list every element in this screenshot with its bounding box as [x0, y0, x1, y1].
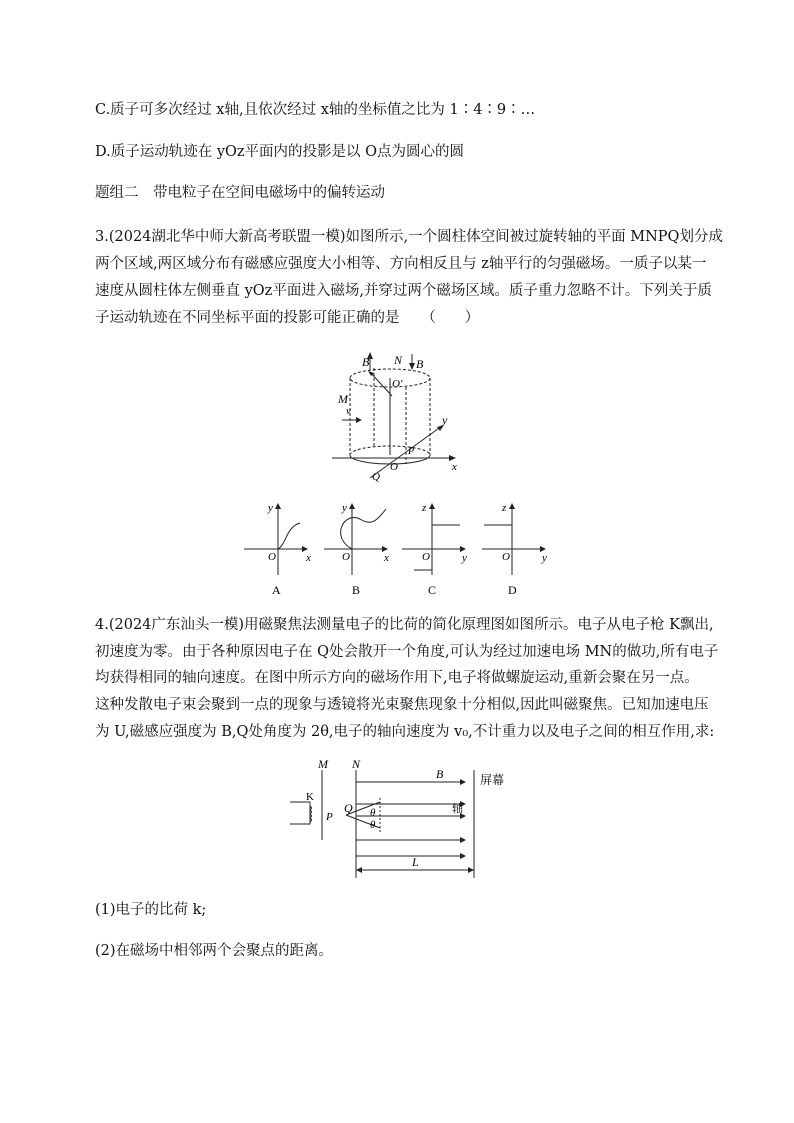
magnetic-focus-diagram — [284, 758, 514, 883]
q4-line-1: 4.(2024广东汕头一模)用磁聚焦法测量电子的比荷的简化原理图如图所示。电子从电子枪 K飘出, — [95, 617, 714, 633]
q4-sub-1: (1)电子的比荷 k; — [95, 902, 207, 918]
graph-d-horizontal: y — [542, 552, 547, 564]
q4-line-4: 这种发散电子束会聚到一点的现象与透镜将光束聚焦现象十分相似,因此叫磁聚焦。已知加速电压 — [95, 697, 709, 713]
graph-a — [242, 497, 322, 597]
section-title: 题组二 带电粒子在空间电磁场中的偏转运动 — [95, 185, 385, 201]
cyl-label-b1: B — [362, 355, 370, 369]
graph-b-horizontal: x — [384, 552, 389, 564]
cyl-label-b2: B — [416, 357, 424, 371]
graph-a-letter: A — [272, 583, 281, 597]
diag-label-n: N — [352, 757, 361, 771]
q4-line-3: 均获得相同的轴向速度。在图中所示方向的磁场作用下,电子将做螺旋运动,重新会聚在另一点。 — [95, 670, 699, 686]
graph-b — [322, 497, 402, 597]
option-d: D.质子运动轨迹在 yOz平面内的投影是以 O点为圆心的圆 — [95, 144, 465, 160]
graph-d-letter: D — [508, 583, 517, 597]
graph-c-horizontal: y — [462, 552, 467, 564]
q3-line-4: 子运动轨迹在不同坐标平面的投影可能正确的是 （ ） — [95, 310, 480, 326]
cyl-label-v: v — [346, 405, 351, 417]
diag-label-l: L — [412, 855, 419, 869]
cyl-label-o-prime: O′ — [392, 378, 403, 390]
diag-label-screen: 屏幕 — [480, 773, 505, 787]
graph-d-origin: O — [502, 551, 510, 563]
diag-label-k: K — [306, 791, 314, 803]
graph-a-origin: O — [268, 551, 276, 563]
q4-sub-2: (2)在磁场中相邻两个会聚点的距离。 — [95, 943, 334, 959]
diag-label-axis: 轴 — [452, 803, 463, 815]
diag-label-theta1: θ — [370, 807, 376, 819]
graph-c-vertical: z — [422, 502, 427, 514]
graph-b-letter: B — [352, 583, 361, 597]
graph-d — [480, 497, 560, 597]
cylinder-figure — [330, 350, 465, 485]
diag-label-b: B — [436, 767, 444, 781]
q4-line-5: 为 U,磁感应强度为 B,Q处角度为 2θ,电子的轴向速度为 v₀,不计重力以及电子之间的相互作用,求: — [95, 724, 715, 740]
diag-label-q: Q — [344, 801, 353, 815]
graph-c — [400, 497, 480, 597]
diag-label-theta2: θ — [370, 819, 376, 831]
graph-b-origin: O — [342, 551, 350, 563]
cyl-label-y: y — [442, 413, 448, 427]
graph-c-origin: O — [422, 551, 430, 563]
cyl-label-o: O — [390, 461, 398, 473]
graph-a-horizontal: x — [306, 552, 311, 564]
cyl-label-p: P — [408, 446, 415, 457]
q4-line-2: 初速度为零。由于各种原因电子在 Q处会散开一个角度,可认为经过加速电场 MN的做功,所有电子 — [95, 644, 719, 660]
q3-line-2: 两个区域,两区域分布有磁感应强度大小相等、方向相反且与 z轴平行的匀强磁场。一质子以某一 — [95, 256, 707, 272]
q3-line-1: 3.(2024湖北华中师大新高考联盟一模)如图所示,一个圆柱体空间被过旋转轴的平面 MNPQ划分成 — [95, 229, 723, 245]
cyl-label-x: x — [452, 461, 457, 473]
q3-line-3: 速度从圆柱体左侧垂直 yOz平面进入磁场,并穿过两个磁场区域。质子重力忽略不计。下列关于质 — [95, 283, 712, 299]
graph-d-vertical: z — [502, 502, 507, 514]
graph-a-vertical: y — [268, 502, 273, 514]
diag-label-p: P — [326, 811, 333, 823]
cyl-label-m: M — [338, 392, 348, 406]
diag-label-m: M — [318, 757, 328, 771]
cyl-label-n: N — [394, 353, 403, 367]
graph-c-letter: C — [428, 583, 437, 597]
graph-b-vertical: y — [342, 502, 347, 514]
cyl-label-q: Q — [372, 471, 380, 483]
option-c: C.质子可多次经过 x轴,且依次经过 x轴的坐标值之比为 1∶4∶9∶… — [95, 102, 536, 118]
